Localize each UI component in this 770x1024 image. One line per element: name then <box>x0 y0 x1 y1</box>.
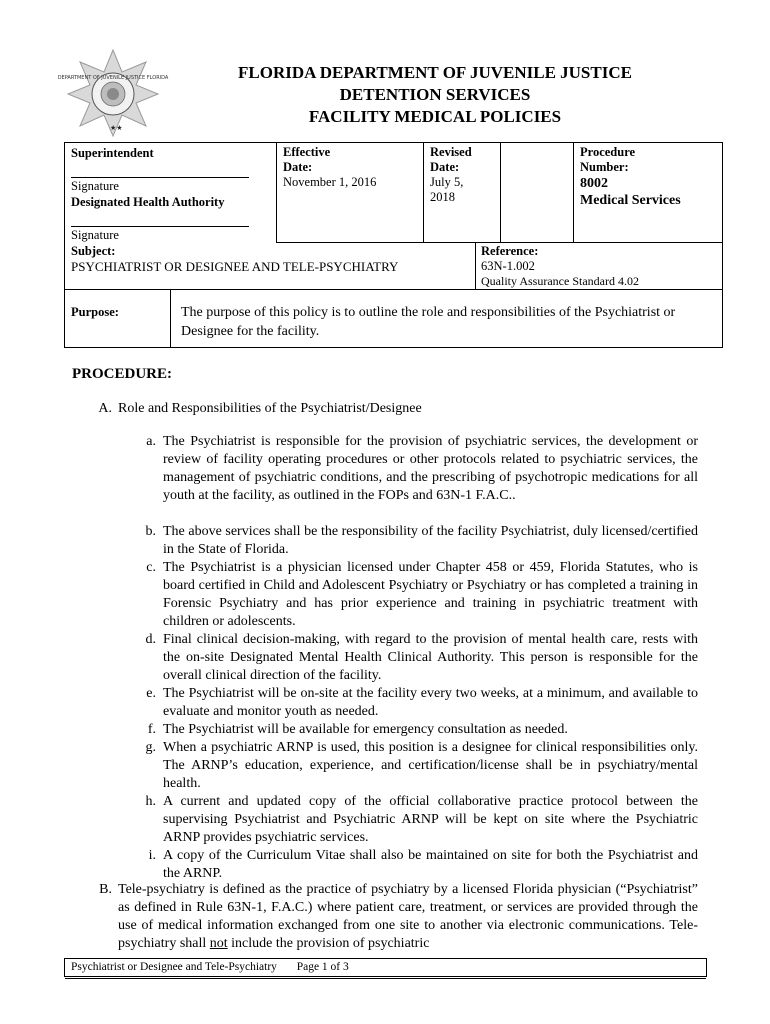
item-i-label: i. <box>148 848 156 863</box>
item-b-text: The above services shall be the responsibility of the facility Psychiatrist, duly licensed/certified in the State of Florida. <box>163 524 698 557</box>
procedure-number-label: Number: <box>580 160 629 174</box>
revised-label: Revised <box>430 145 472 159</box>
item-b-label: b. <box>145 524 156 539</box>
section-b-text <box>118 881 698 953</box>
item-g-label: g. <box>145 740 156 755</box>
title-line-2: DETENTION SERVICES <box>339 85 531 104</box>
section-a-heading: Role and Responsibilities of the Psychiatrist/Designee <box>118 401 422 416</box>
purpose-text: The purpose of this policy is to outline the role and responsibilities of the Psychiatrist or Designee for the facility. <box>181 305 676 339</box>
designated-health-authority-label: Designated Health Authority <box>71 195 225 209</box>
dha-signature-line <box>71 210 249 227</box>
svg-text:★★: ★★ <box>110 124 123 132</box>
purpose-label: Purpose: <box>71 305 119 319</box>
effective-date-value: November 1, 2016 <box>283 175 377 189</box>
item-h-label: h. <box>145 794 156 809</box>
footer-page-number: Page 1 of 3 <box>296 961 349 973</box>
procedure-heading: PROCEDURE: <box>72 366 172 382</box>
item-i-text: A copy of the Curriculum Vitae shall also be maintained on site for both the Psychiatrist and the ARNP. <box>163 848 698 881</box>
title-line-1: FLORIDA DEPARTMENT OF JUVENILE JUSTICE <box>238 63 632 82</box>
procedure-number-value: 8002 <box>580 176 608 191</box>
effective-label: Effective <box>283 145 331 159</box>
procedure-label: Procedure <box>580 145 636 159</box>
section-b-label: B. <box>99 882 112 897</box>
revised-date-value-1: July 5, <box>430 175 464 189</box>
revised-date-label: Date: <box>430 160 460 174</box>
document-title <box>160 62 710 128</box>
section-a-label: A. <box>98 401 112 416</box>
reference-label: Reference: <box>481 244 539 258</box>
page-footer <box>64 958 707 977</box>
section-b-text-not: not <box>209 936 228 951</box>
revised-date-value-2: 2018 <box>430 190 455 204</box>
signature-label-1: Signature <box>71 179 119 193</box>
item-a-label: a. <box>146 434 156 449</box>
reference-value-2: Quality Assurance Standard 4.02 <box>481 274 639 288</box>
effective-date-label: Date: <box>283 160 313 174</box>
item-g-text: When a psychiatric ARNP is used, this position is a designee for clinical responsibilities only. The ARNP’s education, experience, and certification/license shall be in psychiatry/mental health. <box>163 740 698 791</box>
signature-label-2: Signature <box>71 228 119 242</box>
section-b-text-part-2: include the provision of psychiatric <box>227 936 430 951</box>
item-h-text: A current and updated copy of the official collaborative practice protocol between the supervising Psychiatrist and Psychiatric ARNP will be kept on site where the Psychiatric ARNP provides psychiatric services. <box>163 794 698 845</box>
badge-text: DEPARTMENT OF JUVENILE JUSTICE FLORIDA <box>57 75 169 81</box>
item-f-label: f. <box>147 722 156 737</box>
item-e-label: e. <box>146 686 156 701</box>
item-e-text: The Psychiatrist will be on-site at the facility every two weeks, at a minimum, and available to evaluate and monitor youth as needed. <box>163 686 698 719</box>
item-c-text: The Psychiatrist is a physician licensed under Chapter 458 or 459, Florida Statutes, who is board certified in Child and Adolescent Psychiatry or Psychiatry or has completed a training in Forensic Psychiatry and has prior experience and training in psychiatric treatment with children or adolescents. <box>163 560 698 629</box>
item-f-text: The Psychiatrist will be available for emergency consultation as needed. <box>163 722 568 737</box>
item-c-label: c. <box>146 560 156 575</box>
item-d-label: d. <box>145 632 156 647</box>
subject-value: PSYCHIATRIST OR DESIGNEE AND TELE-PSYCHIATRY <box>71 259 399 274</box>
procedure-name: Medical Services <box>580 193 681 208</box>
superintendent-signature-line <box>71 161 249 178</box>
superintendent-label: Superintendent <box>71 146 154 160</box>
item-d-text: Final clinical decision-making, with regard to the provision of mental health care, rests with the on-site Designated Mental Health Clinical Authority. This person is responsible for the overall clinical direction of the facility. <box>163 632 698 683</box>
reference-value-1: 63N-1.002 <box>481 259 535 273</box>
department-badge-logo <box>57 48 169 138</box>
policy-header-table <box>64 142 723 348</box>
section-b-text-part-1: Tele-psychiatry is defined as the practice of psychiatry by a licensed Florida physician (“Psychiatrist” as defined in Rule 63N-1, F.A.C.) where patient care, treatment, or services are provided through the use of medical information exchanged from one site to another via electronic communications. Tele-psychiatry shall <box>118 882 698 951</box>
footer-document-name: Psychiatrist or Designee and Tele-Psychiatry <box>71 961 277 973</box>
item-a-text: The Psychiatrist is responsible for the provision of psychiatric services, the development or review of facility operating procedures or other protocols related to psychiatric services, the management of psychiatric conditions, and the prescribing of psychotropic medications for all youth at the facility, as outlined in the FOPs and 63N-1 F.A.C.. <box>163 434 698 503</box>
subject-label: Subject: <box>71 244 116 258</box>
title-line-3: FACILITY MEDICAL POLICIES <box>308 107 562 126</box>
